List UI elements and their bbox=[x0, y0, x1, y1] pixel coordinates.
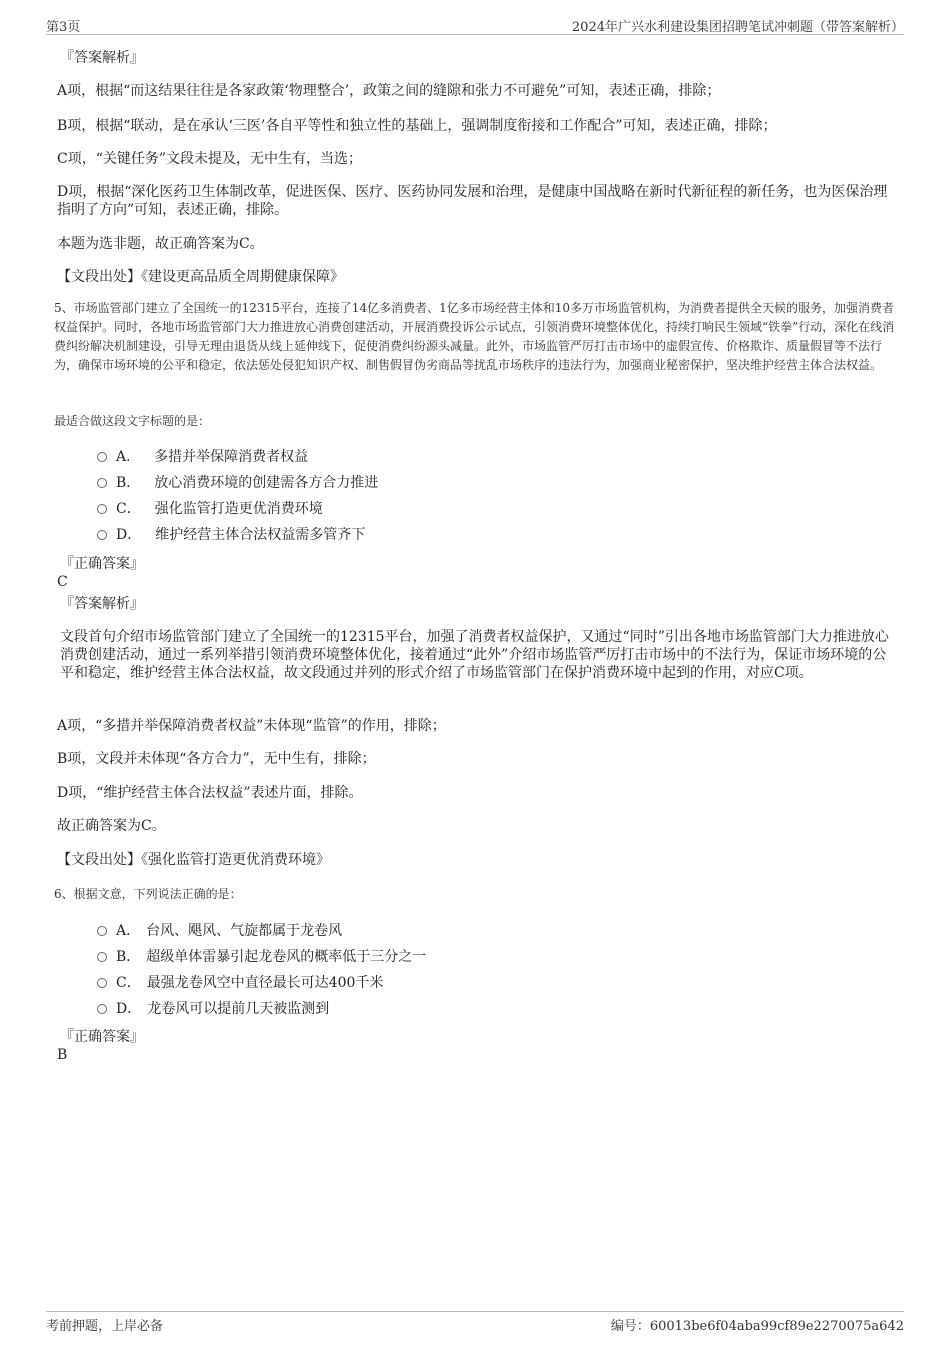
q6-answer: B bbox=[57, 1047, 68, 1063]
q5-analysis-line-d: D项，“维护经营主体合法权益”表述片面，排除。 bbox=[57, 785, 363, 801]
page-header bbox=[46, 14, 904, 35]
q4-analysis-line-d: D项，根据“深化医药卫生体制改革，促进医保、医疗、医药协同发展和治理，是健康中国战略在新时代新征程的新任务，也为医保治理指明了方向”可知，表述正确，排除。 bbox=[57, 184, 888, 218]
q6-question: 6、根据文意，下列说法正确的是： bbox=[54, 887, 242, 901]
q5-answer: C bbox=[57, 574, 68, 590]
document-title: 2024年广兴水利建设集团招聘笔试冲刺题（带答案解析） bbox=[571, 20, 904, 35]
q4-analysis-label: 『答案解析』 bbox=[60, 50, 144, 66]
radio-icon[interactable] bbox=[97, 952, 107, 962]
q6-option-c[interactable]: C． 最强龙卷风空中直径最长可达400千米 bbox=[97, 974, 383, 992]
q5-analysis-line-a: A项，“多措并举保障消费者权益”未体现“监管”的作用，排除； bbox=[57, 718, 446, 734]
radio-icon[interactable] bbox=[97, 978, 107, 988]
q5-answer-label: 『正确答案』 bbox=[60, 556, 144, 572]
q6-answer-label: 『正确答案』 bbox=[60, 1029, 144, 1045]
q5-passage: 5、市场监管部门建立了全国统一的12315平台，连接了14亿多消费者、1亿多市场经营主体和10多万市场监管机构，为消费者提供全天候的服务，加强消费者权益保护。同时，各地市场监管部门大力推进放心消费创建活动，开展消费投诉公示试点，引领消费环境整体优化，持续打响民生领域“铁拳”行动，深化在线消费纠纷解决机制建设，引导无理由退货从线上延伸线下，促使消费纠纷源头减量。此外，市场监管严厉打击市场中的虚假宣传、价格欺诈、质量假冒等不法行为，确保市场环境的公平和稳定，依法惩处侵犯知识产权、制售假冒伪劣商品等扰乱市场秩序的违法行为，加强商业秘密保护，坚决维护经营主体合法权益。 bbox=[54, 301, 895, 372]
q4-analysis-line-b: B项，根据“联动，是在承认‘三医’各自平等性和独立性的基础上，强调制度衔接和工作配合”可知，表述正确，排除； bbox=[57, 118, 777, 134]
q6-option-a[interactable]: A． 台风、飓风、气旋都属于龙卷风 bbox=[97, 922, 342, 940]
q5-option-d[interactable]: D． 维护经营主体合法权益需多管齐下 bbox=[97, 526, 365, 544]
q4-source: 【文段出处】《建设更高品质全周期健康保障》 bbox=[57, 269, 344, 285]
radio-icon[interactable] bbox=[97, 504, 107, 514]
document-code: 编号：60013be6f04aba99cf89e2270075a642 bbox=[610, 1319, 904, 1334]
footer-slogan: 考前押题，上岸必备 bbox=[46, 1319, 164, 1334]
q5-conclusion: 故正确答案为C。 bbox=[57, 818, 166, 834]
q5-analysis: 文段首句介绍市场监管部门建立了全国统一的12315平台，加强了消费者权益保护，又通过“同时”引出各地市场监管部门大力推进放心消费创建活动，通过一系列举措引领消费环境整体优化，接着通过“此外”介绍市场监管严厉打击市场中的不法行为，保证市场环境的公平和稳定，维护经营主体合法权益，故文段通过并列的形式介绍了市场监管部门在保护消费环境中起到的作用，对应C项。 bbox=[60, 629, 889, 681]
radio-icon[interactable] bbox=[97, 1004, 107, 1014]
q4-analysis-line-c: C项，“关键任务”文段未提及，无中生有，当选； bbox=[57, 151, 363, 167]
q5-option-b[interactable]: B． 放心消费环境的创建需各方合力推进 bbox=[97, 474, 378, 492]
q5-source: 【文段出处】《强化监管打造更优消费环境》 bbox=[57, 852, 330, 868]
q5-option-a[interactable]: A． 多措并举保障消费者权益 bbox=[97, 448, 308, 466]
page-number: 第3页 bbox=[46, 20, 81, 35]
q5-option-c[interactable]: C． 强化监管打造更优消费环境 bbox=[97, 500, 323, 518]
q5-question: 最适合做这段文字标题的是： bbox=[54, 414, 211, 428]
radio-icon[interactable] bbox=[97, 530, 107, 540]
q6-option-b[interactable]: B． 超级单体雷暴引起龙卷风的概率低于三分之一 bbox=[97, 948, 426, 966]
q4-conclusion: 本题为选非题，故正确答案为C。 bbox=[57, 236, 264, 252]
q5-analysis-line-b: B项，文段并未体现“各方合力”，无中生有，排除； bbox=[57, 751, 376, 767]
radio-icon[interactable] bbox=[97, 926, 107, 936]
q4-analysis-line-a: A项，根据“而这结果往往是各家政策‘物理整合’，政策之间的缝隙和张力不可避免”可知，表述正确，排除； bbox=[57, 83, 721, 99]
page-footer bbox=[46, 1311, 904, 1334]
radio-icon[interactable] bbox=[97, 452, 107, 462]
radio-icon[interactable] bbox=[97, 478, 107, 488]
q5-analysis-label: 『答案解析』 bbox=[60, 596, 144, 612]
q6-option-d[interactable]: D． 龙卷风可以提前几天被监测到 bbox=[97, 1000, 329, 1018]
